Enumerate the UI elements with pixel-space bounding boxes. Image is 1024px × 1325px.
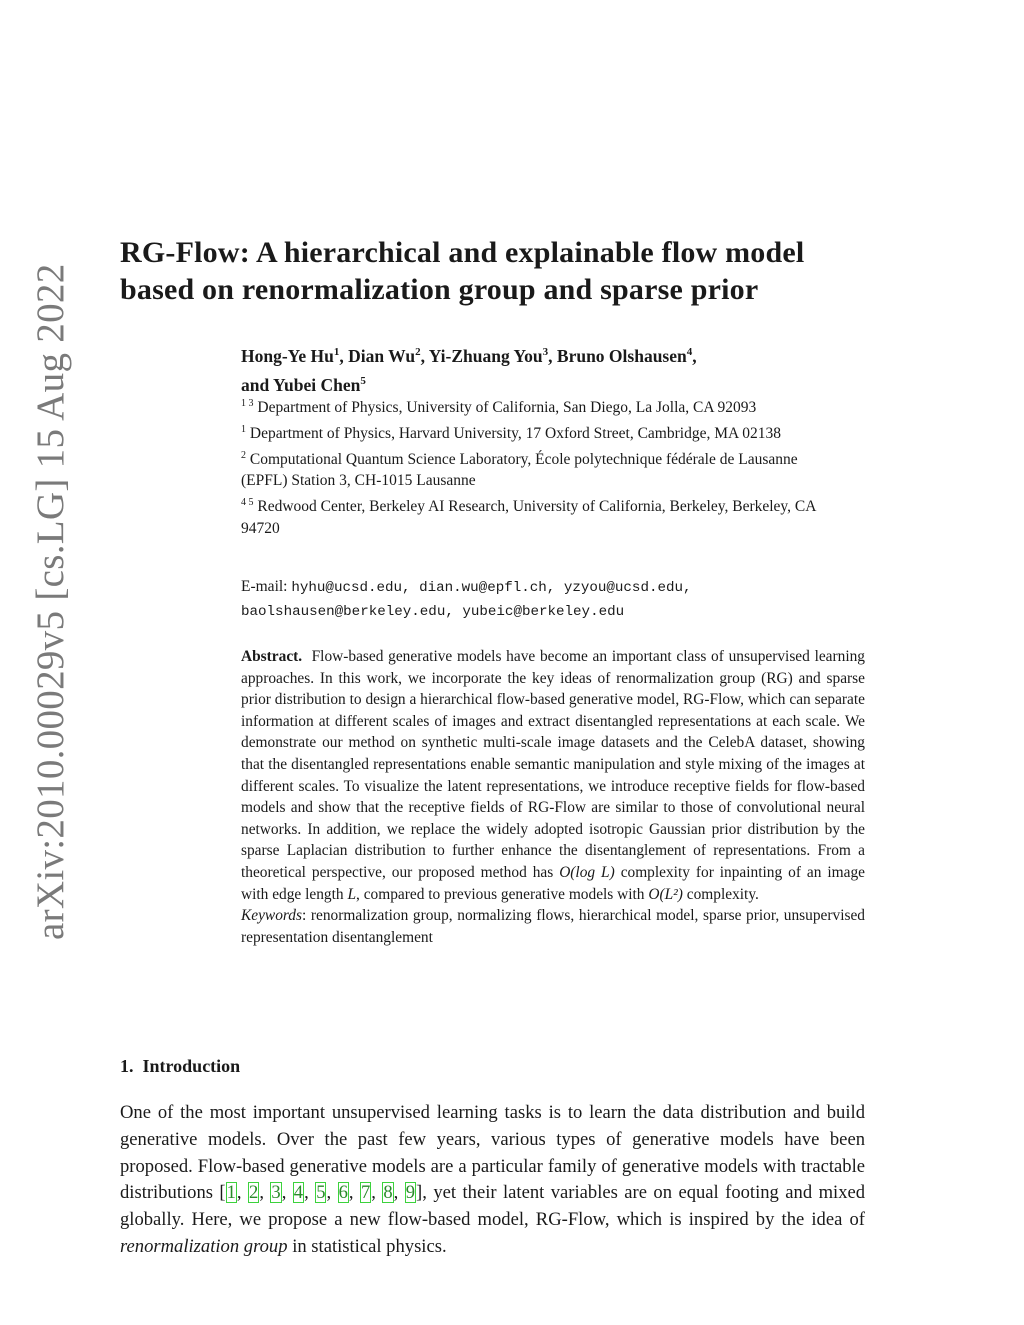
citation-link[interactable]: 7 — [360, 1182, 371, 1204]
citation-bracket: [ — [219, 1182, 226, 1204]
affiliation — [241, 419, 841, 445]
keywords-label: Keywords — [241, 907, 302, 925]
affiliation-mark: 1 3 — [241, 398, 254, 409]
affiliations — [241, 393, 841, 539]
author-name: Yi-Zhuang You — [428, 345, 543, 366]
affiliation — [241, 492, 841, 539]
body-text: in statistical physics. — [292, 1235, 447, 1257]
affiliation — [241, 393, 841, 419]
author-name: Yubei Chen — [272, 374, 361, 395]
section-title: Introduction — [142, 1056, 241, 1076]
abstract-label: Abstract. — [241, 648, 303, 665]
author-name: Hong-Ye Hu — [241, 345, 334, 366]
paper-title: RG-Flow: A hierarchical and explainable flow model based on renormalization group and sparse prior — [120, 236, 805, 306]
author-affil-mark: 2 — [415, 346, 421, 358]
abstract-text: Flow-based generative models have become an important class of unsupervised learning approaches. In this work, we incorporate the key ideas of renormalization group (RG) and sparse prior distribution to design a hierarchical flow-based generative model, RG-Flow, which can separate information at different scales of images and extract disentangled representations at each scale. We demonstrate our method on synthetic multi-scale image datasets and the CelebA dataset, showing that the disentangled representations enable semantic manipulation and style mixing of the images at different scales. To visualize the latent representations, we introduce receptive fields for flow-based models and show that the receptive fields of RG-Flow are similar to those of convolutional neural networks. In addition, we replace the widely adopted isotropic Gaussian prior distribution by the sparse Laplacian distribution to further enhance the disentanglement of representations. From a theoretical perspective, our proposed method has — [241, 648, 865, 881]
citation-link[interactable]: 8 — [383, 1182, 393, 1204]
affiliation-text: Department of Physics, University of California, San Diego, La Jolla, CA 92093 — [257, 399, 757, 417]
email-label: E-mail: — [241, 578, 288, 595]
author-affil-mark: 5 — [360, 374, 366, 387]
abstract-text: complexity for inpainting of an image with edge length — [241, 863, 865, 903]
abstract — [241, 646, 865, 948]
section-heading — [120, 1056, 240, 1077]
citation-bracket: ] — [416, 1182, 423, 1204]
author-conjunction: and — [241, 374, 270, 395]
math-expression: O(L²) — [648, 885, 683, 903]
intro-paragraph: One of the most important unsupervised learning tasks is to learn the data distribution and build generative models. Over the past few years, various types of generative models have been proposed. Flow-based generative models are a particular family of generative models with tractable distributions [1, 2, 3, 4, 5, 6, 7, 8, 9], yet their latent variables are on equal footing and mixed globally. Here, we propose a new flow-based model, RG-Flow, which is inspired by the idea of renormalization group in statistical physics. — [120, 1102, 866, 1257]
author-affil-mark: 4 — [686, 346, 693, 358]
arxiv-identifier: arXiv:2010.00029v5 [cs.LG] 15 Aug 2022 — [29, 263, 72, 940]
affiliation-mark: 1 — [241, 423, 246, 435]
math-expression: L — [347, 885, 357, 903]
email-block — [241, 576, 881, 623]
citation-link[interactable]: 3 — [271, 1182, 281, 1204]
affiliation-text: Redwood Center, Berkeley AI Research, University of California, Berkeley, Berkeley, CA 94720 — [241, 498, 816, 537]
citation-link[interactable]: 9 — [405, 1182, 416, 1204]
email-addresses[interactable]: baolshausen@berkeley.edu, yubeic@berkeley.edu — [241, 603, 625, 620]
citation-link[interactable]: 2 — [249, 1182, 259, 1204]
keywords-text: : renormalization group, normalizing flows, hierarchical model, sparse prior, unsupervised representation disentanglement — [241, 907, 865, 946]
author-affil-mark: 3 — [542, 346, 549, 358]
affiliation-mark: 2 — [241, 449, 246, 461]
citation-link[interactable]: 5 — [316, 1182, 326, 1204]
section-number: 1. — [120, 1056, 134, 1076]
body-text: , yet their latent variables are on equal footing and mixed globally. Here, we propose a new flow-based model, RG-Flow, which is inspired by the idea of — [120, 1182, 866, 1231]
citation-link[interactable]: 6 — [338, 1182, 348, 1204]
author-name: Dian Wu — [348, 345, 416, 366]
affiliation — [241, 445, 841, 492]
citation-link[interactable]: 4 — [293, 1182, 304, 1204]
email-addresses[interactable]: hyhu@ucsd.edu, dian.wu@epfl.ch, yzyou@ucsd.edu, — [291, 580, 692, 596]
affiliation-text: Department of Physics, Harvard University, 17 Oxford Street, Cambridge, MA 02138 — [249, 424, 781, 442]
author-list: Hong-Ye Hu$^1$, Dian Wu$^2$, Yi-Zhuang You$^3$, Bruno Olshausen$^4$, and Yubei Chen$^5$ — [241, 345, 697, 395]
abstract-text: complexity. — [686, 885, 759, 903]
abstract-text: , compared to previous generative models with — [356, 885, 645, 903]
emphasis-text: renormalization group — [120, 1235, 288, 1257]
citation-link[interactable]: 1 — [226, 1182, 236, 1204]
author-affil-mark: 1 — [333, 346, 340, 358]
math-expression: O(log L) — [559, 863, 615, 881]
affiliation-mark: 4 5 — [241, 496, 254, 508]
author-name: Bruno Olshausen — [556, 345, 687, 366]
affiliation-text: Computational Quantum Science Laboratory, École polytechnique fédérale de Lausanne (EPFL) Station 3, CH-1015 Lausanne — [241, 450, 798, 490]
body-text: One of the most important unsupervised learning tasks is to learn the data distribution and build generative models. Over the past few years, various types of generative models have been proposed. Flow-based generative models are a particular family of generative models with tractable distributions — [120, 1102, 865, 1204]
